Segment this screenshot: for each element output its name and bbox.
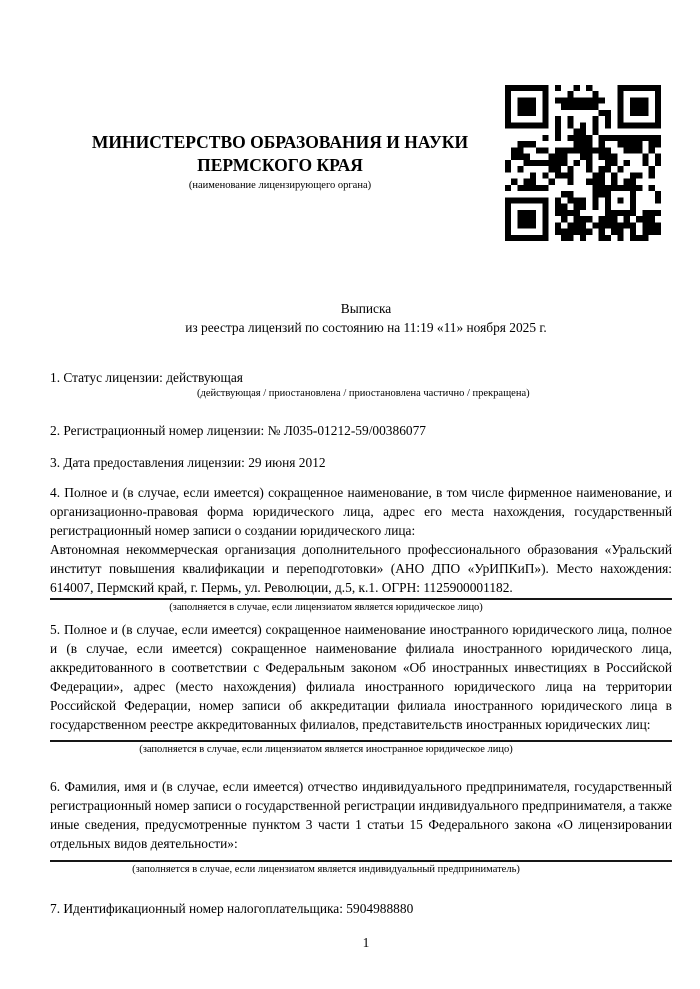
- signature-line-legal-entity: [50, 598, 672, 600]
- item-legal-entity-heading: 4. Полное и (в случае, если имеется) сокращенное наименование, в том числе фирменное наименование, и организационно-правовая форма юридического лица, адрес его места нахождения, государственный регистрационный номер записи о создании юридического лица:: [50, 485, 672, 538]
- signature-line-foreign-entity: [50, 740, 672, 742]
- item-grant-date: 3. Дата предоставления лицензии: 29 июня 2012: [50, 455, 326, 470]
- item-individual-entrepreneur-heading: 6. Фамилия, имя и (в случае, если имеется) отчество индивидуального предпринимателя, государственный регистрационный номер записи о государственной регистрации индивидуального предпринимателя, а также иные сведения, предусмотренные пунктом 3 части 1 статьи 15 Федерального закона «О лицензировании отдельных видов деятельности»:: [50, 779, 672, 851]
- licensing-authority-name-line2: ПЕРМСКОГО КРАЯ: [197, 155, 363, 175]
- document-title-line2: из реестра лицензий по состоянию на 11:19 «11» ноября 2025 г.: [185, 320, 547, 335]
- licensing-authority-name-line1: МИНИСТЕРСТВО ОБРАЗОВАНИЯ И НАУКИ: [91, 132, 469, 152]
- item-license-status: 1. Статус лицензии: действующая: [50, 370, 243, 385]
- item-license-status-note: (действующая / приостановлена / приостановлена частично / прекращена): [197, 388, 530, 399]
- licensing-authority-caption: (наименование лицензирующего органа): [188, 180, 372, 191]
- document-title: [50, 299, 672, 337]
- fill-note-foreign-entity: (заполняется в случае, если лицензиатом является иностранное юридическое лицо): [139, 744, 513, 755]
- page-number: 1: [362, 935, 370, 950]
- item-legal-entity-value: Автономная некоммерческая организация дополнительного профессионального образования «Уральский институт повышения квалификации и переподготовки» (АНО ДПО «УрИПКиП»). Место нахождения: 614007, Пермский край, г. Пермь, ул. Революции, д.5, к.1. ОГРН: 1125900001182.: [50, 542, 672, 595]
- fill-note-individual-entrepreneur: (заполняется в случае, если лицензиатом является индивидуальный предприниматель): [132, 864, 520, 875]
- fill-note-legal-entity: (заполняется в случае, если лицензиатом является юридическое лицо): [169, 602, 483, 613]
- item-registration-number: 2. Регистрационный номер лицензии: № Л035-01212-59/00386077: [50, 423, 426, 438]
- document-content: [50, 0, 672, 952]
- item-taxpayer-number: 7. Идентификационный номер налогоплательщика: 5904988880: [50, 901, 414, 916]
- document-title-line1: Выписка: [340, 301, 392, 316]
- licensing-authority-block: [50, 131, 510, 192]
- signature-line-individual-entrepreneur: [50, 860, 672, 862]
- item-foreign-entity-heading: 5. Полное и (в случае, если имеется) сокращенное наименование иностранного юридического лица, полное и (в случае, если имеется) сокращенное наименование филиала иностранного юридического лица, аккредитованного в соответствии с Федеральным законом «Об иностранных инвестициях в Российской Федерации», адрес (место нахождения) филиала иностранного юридического лица на территории Российской Федерации, номер записи об аккредитации филиала иностранного юридического лица в государственном реестре аккредитованных филиалов, представительств иностранных юридических лиц:: [50, 622, 672, 732]
